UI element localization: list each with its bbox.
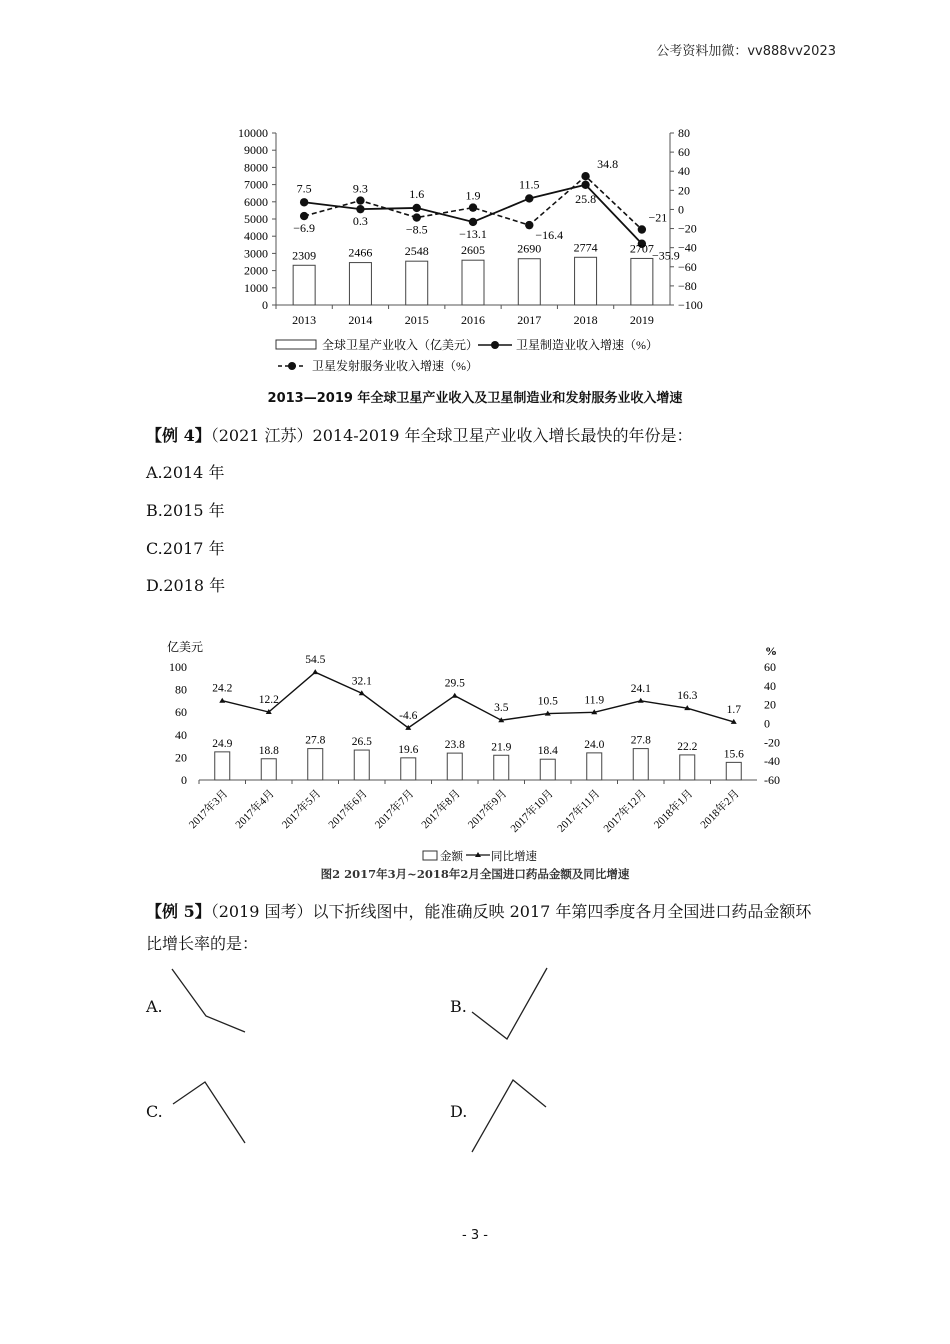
chart2-growth-point xyxy=(219,698,225,703)
chart1-x-tick-label: 2017 xyxy=(517,313,542,327)
question5-option-d-label[interactable]: D. xyxy=(450,1102,468,1121)
chart1-right-tick-label: 80 xyxy=(678,126,690,140)
chart1-bar xyxy=(575,257,597,305)
chart2-bar xyxy=(540,759,555,780)
chart2-x-tick-label: 2017年7月 xyxy=(372,787,417,832)
chart1-x-tick-label: 2013 xyxy=(292,313,317,327)
chart1-manufacturing-label: 11.5 xyxy=(519,177,540,192)
chart1-left-tick-label: 6000 xyxy=(244,194,268,209)
chart2-growth-label: 16.3 xyxy=(677,690,698,703)
chart1-left-tick-label: 1000 xyxy=(244,280,268,295)
chart1-left-tick-label: 0 xyxy=(262,298,268,312)
chart2-left-tick-label: 60 xyxy=(175,705,187,720)
chart1-bar xyxy=(349,263,371,305)
chart1-x-tick-label: 2018 xyxy=(573,313,598,327)
chart2-x-tick-label: 2017年5月 xyxy=(279,787,324,832)
chart1-launch-label: −21 xyxy=(648,210,668,225)
chart2-growth-line xyxy=(222,672,734,728)
chart2-left-tick-label: 20 xyxy=(175,750,187,765)
chart2-bar xyxy=(587,753,602,780)
chart2-growth-point xyxy=(452,693,458,698)
chart1-manufacturing-label: 0.3 xyxy=(352,214,368,229)
chart1-right-tick-label: 20 xyxy=(678,183,690,198)
chart1-left-tick-label: 2000 xyxy=(244,263,268,278)
chart2-bar xyxy=(494,755,509,780)
page-number: - 3 - xyxy=(462,1228,488,1243)
chart1-launch-point xyxy=(413,213,421,221)
question4-text: 2014-2019 年全球卫星产业收入增长最快的年份是： xyxy=(312,426,693,445)
chart2-right-tick-label: 0 xyxy=(764,716,770,731)
question4-option-c[interactable]: C.2017 年 xyxy=(146,539,225,558)
chart2-bar-label: 21.9 xyxy=(491,741,512,754)
chart1-launch-label: 9.3 xyxy=(352,181,368,196)
chart2-bar xyxy=(633,749,648,780)
legend-dashed-label: 卫星发射服务业收入增速（%） xyxy=(312,359,478,373)
legend-bar-swatch xyxy=(276,340,316,349)
chart2-bar xyxy=(447,753,462,780)
chart1-left-tick-label: 7000 xyxy=(244,177,268,192)
chart2-bar xyxy=(261,759,276,780)
chart2-growth-label: 1.7 xyxy=(726,703,741,716)
chart2-growth-point xyxy=(638,698,644,703)
chart2-bar xyxy=(354,750,369,780)
chart1-manufacturing-point xyxy=(356,205,364,213)
chart2-bar-label: 22.2 xyxy=(677,740,698,753)
legend-amount-label: 金额 xyxy=(440,851,463,863)
chart2-bar xyxy=(308,749,323,780)
header-note: 公考资料加微：vv888vv2023 xyxy=(656,44,836,59)
chart2-right-tick-label: -60 xyxy=(764,773,780,787)
legend-solid-label: 卫星制造业收入增速（%） xyxy=(516,338,658,352)
chart1-bar xyxy=(293,265,315,305)
question5-text: 以下折线图中，能准确反映 2017 年第四季度各月全国进口药品金额环比增长率的是： xyxy=(146,902,812,953)
chart2-bar-label: 18.8 xyxy=(258,744,279,757)
question5-stem xyxy=(146,896,826,960)
chart2-growth-label: 12.2 xyxy=(258,694,279,707)
chart2-x-tick-label: 2017年9月 xyxy=(465,787,510,832)
option-d-sketch xyxy=(472,1080,546,1152)
question4-tag: 【例 4】 xyxy=(146,426,211,445)
chart1-left-tick-label: 9000 xyxy=(244,143,268,158)
chart2-right-tick-label: 60 xyxy=(764,660,776,674)
chart1-right-tick-label: −60 xyxy=(678,259,697,274)
chart1-launch-label: −16.4 xyxy=(535,228,564,243)
chart2-left-tick-label: 40 xyxy=(175,727,187,742)
chart2-growth-label: 11.9 xyxy=(584,694,605,707)
chart2-bar xyxy=(401,758,416,780)
chart1-legend xyxy=(276,337,658,373)
chart1-manufacturing-point xyxy=(525,194,533,202)
chart1-bar-label: 2707 xyxy=(629,241,654,256)
chart1-right-tick-label: −80 xyxy=(678,278,697,293)
option-b-sketch xyxy=(472,968,547,1039)
chart2-bars xyxy=(215,749,742,780)
chart1-bar xyxy=(518,259,540,305)
chart1-caption: 2013—2019 年全球卫星产业收入及卫星制造业和发射服务业收入增速 xyxy=(267,391,683,406)
chart1-manufacturing-label: 25.8 xyxy=(575,191,597,206)
question4-stem xyxy=(146,424,692,448)
chart2-bar-label: 26.5 xyxy=(351,736,372,749)
chart1-bar xyxy=(406,261,428,305)
chart1-x-tick-label: 2016 xyxy=(461,313,485,327)
chart1-bar xyxy=(462,260,484,305)
chart1-manufacturing-point xyxy=(413,204,421,212)
chart1-launch-label: 34.8 xyxy=(597,157,619,172)
chart1-right-tick-label: 40 xyxy=(678,164,690,179)
chart2-x-tick-label: 2017年4月 xyxy=(233,787,277,832)
chart1-launch-point xyxy=(525,221,533,229)
chart1-bar xyxy=(631,258,653,305)
question5-option-b-label[interactable]: B. xyxy=(450,997,467,1016)
chart1-launch-point xyxy=(581,172,589,180)
chart1-right-tick-label: −40 xyxy=(678,240,697,255)
chart2-growth-label: 24.2 xyxy=(212,682,233,695)
chart1-manufacturing-point xyxy=(469,218,477,226)
chart1-launch-point xyxy=(638,225,646,233)
chart1-left-tick-label: 3000 xyxy=(244,246,268,261)
chart1-launch-label: −8.5 xyxy=(405,222,428,237)
chart1-launch-point xyxy=(469,203,477,211)
chart1-manufacturing-label: 7.5 xyxy=(296,181,312,196)
chart1-launch-point xyxy=(300,212,308,220)
chart2 xyxy=(0,630,950,866)
chart1-right-tick-label: −20 xyxy=(678,221,697,236)
chart2-bar-label: 15.6 xyxy=(723,748,744,761)
chart2-bar xyxy=(215,752,230,780)
chart2-x-tick-label: 2017年3月 xyxy=(186,787,231,832)
legend-dashed-marker xyxy=(288,362,296,370)
chart1-manufacturing-label: 1.6 xyxy=(409,186,425,201)
question4-option-a[interactable]: A.2014 年 xyxy=(146,463,225,482)
chart2-x-tick-label: 2017年6月 xyxy=(326,787,370,832)
chart1 xyxy=(0,0,950,380)
chart2-growth-label: -4.6 xyxy=(399,709,418,722)
option-c-sketch xyxy=(173,1082,245,1143)
question4-option-d[interactable]: D.2018 年 xyxy=(146,576,226,595)
chart1-launch-label: −6.9 xyxy=(293,221,316,236)
chart2-x-tick-label: 2017年8月 xyxy=(419,787,463,832)
option-a-sketch xyxy=(172,969,245,1032)
chart2-growth-label: 29.5 xyxy=(444,677,465,690)
chart1-bar-label: 2774 xyxy=(573,240,598,255)
chart1-left-tick-label: 4000 xyxy=(244,229,268,244)
chart2-right-tick-label: -20 xyxy=(764,735,780,750)
chart1-manufacturing-label: −35.9 xyxy=(651,248,680,263)
chart2-x-tick-label: 2017年10月 xyxy=(508,787,556,836)
chart1-launch-point xyxy=(356,196,364,204)
chart1-right-tick-label: 0 xyxy=(678,202,684,217)
chart2-bar-label: 27.8 xyxy=(630,734,651,747)
legend-amount-swatch xyxy=(423,851,437,860)
chart2-growth-label: 10.5 xyxy=(537,695,558,708)
chart2-left-tick-label: 100 xyxy=(169,660,187,674)
chart2-bar-label: 24.9 xyxy=(212,737,233,750)
chart2-left-tick-label: 0 xyxy=(181,773,187,787)
question5-option-c-label[interactable]: C. xyxy=(146,1102,163,1121)
chart2-left-unit: 亿美元 xyxy=(167,640,204,654)
chart2-bar-label: 24.0 xyxy=(584,738,605,751)
chart1-x-tick-label: 2019 xyxy=(629,313,654,327)
chart2-x-tick-label: 2017年12月 xyxy=(601,787,649,836)
chart1-right-tick-label: −100 xyxy=(678,298,703,312)
chart2-growth-label: 32.1 xyxy=(351,675,372,688)
question5-tag: 【例 5】 xyxy=(146,902,211,921)
chart2-x-tick-label: 2017年11月 xyxy=(555,787,603,835)
chart2-growth-label: 3.5 xyxy=(494,702,509,715)
question4-source: （2021 江苏） xyxy=(210,426,313,445)
chart1-bar-label: 2605 xyxy=(461,243,485,258)
chart1-labels xyxy=(292,157,680,263)
chart1-left-tick-label: 10000 xyxy=(238,126,268,140)
chart2-growth-label: 54.5 xyxy=(305,654,326,667)
chart2-bar-label: 27.8 xyxy=(305,734,326,747)
chart2-right-unit: % xyxy=(765,644,777,658)
chart2-bar-label: 18.4 xyxy=(537,745,558,758)
chart1-bar-label: 2548 xyxy=(404,244,429,259)
chart1-x-tick-label: 2015 xyxy=(404,313,429,327)
chart2-left-tick-label: 80 xyxy=(175,682,187,697)
chart1-manufacturing-point xyxy=(581,181,589,189)
question5-source: （2019 国考） xyxy=(210,902,313,921)
chart2-right-tick-label: 40 xyxy=(764,678,776,693)
chart2-x-tick-label: 2018年1月 xyxy=(651,787,696,832)
chart2-bar xyxy=(680,755,695,780)
legend-solid-marker xyxy=(491,341,499,349)
chart2-bar-label: 23.8 xyxy=(444,739,465,752)
chart1-manufacturing-label: −13.1 xyxy=(459,226,487,241)
chart2-x-tick-label: 2018年2月 xyxy=(698,787,742,832)
chart1-bar-label: 2309 xyxy=(292,248,317,263)
chart1-left-tick-label: 8000 xyxy=(244,160,268,175)
chart2-caption: 图2 2017年3月~2018年2月全国进口药品金额及同比增速 xyxy=(320,867,630,881)
chart2-bar-label: 19.6 xyxy=(398,743,419,756)
chart2-growth-label: 24.1 xyxy=(630,682,651,695)
chart2-right-tick-label: 20 xyxy=(764,697,776,712)
chart1-manufacturing-point xyxy=(300,198,308,206)
chart2-growth-point xyxy=(312,669,318,674)
chart1-bar-label: 2690 xyxy=(517,241,542,256)
legend-bar-label: 全球卫星产业收入（亿美元） xyxy=(322,338,479,352)
chart2-right-tick-label: -40 xyxy=(764,754,780,769)
chart1-x-tick-label: 2014 xyxy=(348,313,373,327)
chart1-bars xyxy=(293,257,653,305)
chart1-right-tick-label: 60 xyxy=(678,145,690,160)
chart2-line xyxy=(219,669,737,730)
question5-option-a-label[interactable]: A. xyxy=(146,997,163,1016)
question4-option-b[interactable]: B.2015 年 xyxy=(146,501,225,520)
chart2-bar xyxy=(726,762,741,780)
chart1-launch-label: 1.9 xyxy=(465,188,481,203)
chart1-bar-label: 2466 xyxy=(348,245,373,260)
chart2-legend xyxy=(423,849,537,863)
legend-growth-label: 同比增速 xyxy=(491,851,537,863)
chart1-left-tick-label: 5000 xyxy=(244,212,268,226)
